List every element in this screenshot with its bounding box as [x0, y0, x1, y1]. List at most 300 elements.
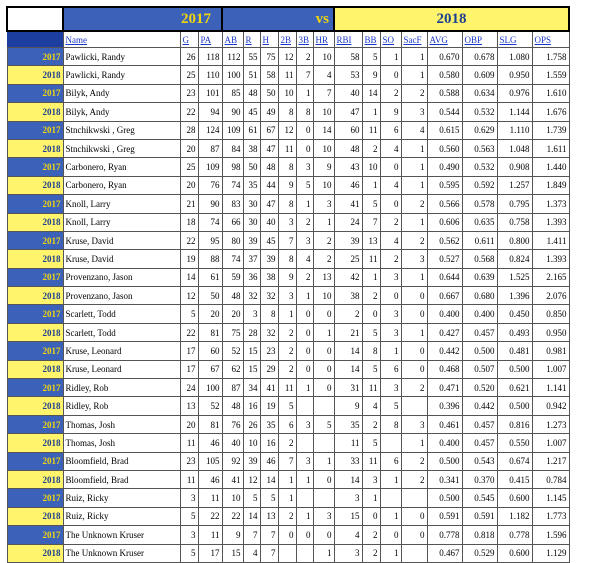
stat-cell-sacf: 3 [401, 415, 427, 433]
player-name-cell: Kruse, David [63, 250, 180, 268]
stat-cell-avg: 0.606 [427, 213, 462, 231]
stat-cell-g: 21 [180, 195, 198, 213]
stat-cell-b2: 6 [278, 415, 296, 433]
stat-cell-rbi: 11 [334, 434, 362, 452]
year-cell: 2017 [7, 195, 63, 213]
column-header-r[interactable]: R [243, 31, 260, 48]
stat-cell-b3: 3 [296, 231, 313, 249]
stat-cell-obp: 0.457 [462, 323, 497, 341]
stat-cell-b2: 8 [278, 195, 296, 213]
player-name-cell: The Unknown Kruser [63, 544, 180, 562]
stat-cell-hr: 0 [313, 360, 334, 378]
stat-cell-avg: 0.396 [427, 397, 462, 415]
stat-cell-rbi: 35 [334, 415, 362, 433]
stat-cell-pa: 87 [198, 139, 222, 157]
stat-cell-slg: 0.500 [497, 397, 532, 415]
stat-cell-so: 1 [380, 507, 401, 525]
column-header-name[interactable]: Name [63, 31, 180, 48]
stat-cell-bb: 5 [362, 360, 380, 378]
stat-cell-hr [313, 434, 334, 452]
stat-cell-ops: 0.850 [532, 305, 569, 323]
stat-cell-b3: 2 [296, 213, 313, 231]
stat-cell-obp: 0.457 [462, 415, 497, 433]
corner-cell [7, 7, 63, 31]
stat-cell-b3: 1 [296, 287, 313, 305]
stat-cell-ops: 1.610 [532, 84, 569, 102]
stat-cell-g: 22 [180, 103, 198, 121]
stat-cell-r: 45 [243, 103, 260, 121]
stats-table [6, 6, 570, 563]
stat-cell-sacf: 1 [401, 268, 427, 286]
stat-cell-g: 18 [180, 213, 198, 231]
column-header-sacf[interactable]: SacF [401, 31, 427, 48]
stat-cell-rbi: 33 [334, 452, 362, 470]
stat-cell-pa: 76 [198, 176, 222, 194]
stat-cell-g: 13 [180, 397, 198, 415]
stat-cell-ab: 59 [222, 268, 243, 286]
stat-cell-bb: 4 [362, 397, 380, 415]
table-row [7, 250, 569, 268]
table-row [7, 434, 569, 452]
year-cell: 2017 [7, 342, 63, 360]
stat-cell-ops: 1.611 [532, 139, 569, 157]
stat-cell-g: 20 [180, 415, 198, 433]
stat-cell-g: 20 [180, 139, 198, 157]
table-row [7, 507, 569, 525]
stat-cell-pa: 94 [198, 103, 222, 121]
stat-cell-ops: 0.942 [532, 397, 569, 415]
stat-cell-bb: 11 [362, 452, 380, 470]
stat-cell-avg: 0.615 [427, 121, 462, 139]
stat-cell-slg: 1.525 [497, 268, 532, 286]
stat-cell-bb: 7 [362, 213, 380, 231]
stat-cell-b3: 0 [296, 305, 313, 323]
stat-cell-b2: 10 [278, 84, 296, 102]
stat-cell-hr: 0 [313, 526, 334, 544]
stat-cell-avg: 0.467 [427, 544, 462, 562]
year-column-header [7, 31, 63, 48]
player-name-cell: Bloomfield, Brad [63, 452, 180, 470]
stat-cell-ab: 112 [222, 48, 243, 66]
stat-cell-g: 17 [180, 360, 198, 378]
stat-cell-bb: 5 [362, 323, 380, 341]
stat-cell-pa: 17 [198, 544, 222, 562]
stat-cell-so: 2 [380, 213, 401, 231]
column-header-bb[interactable]: BB [362, 31, 380, 48]
stat-cell-bb: 5 [362, 195, 380, 213]
stat-cell-bb: 11 [362, 379, 380, 397]
stat-cell-g: 11 [180, 470, 198, 488]
stat-cell-h: 49 [260, 103, 278, 121]
stat-cell-pa: 81 [198, 415, 222, 433]
stat-cell-obp: 0.400 [462, 305, 497, 323]
stat-cell-slg: 0.600 [497, 489, 532, 507]
stat-cell-avg: 0.591 [427, 507, 462, 525]
column-header-so[interactable]: SO [380, 31, 401, 48]
stat-cell-h: 67 [260, 121, 278, 139]
player-name-cell: Kruse, David [63, 231, 180, 249]
stat-cell-bb: 1 [362, 489, 380, 507]
stat-cell-rbi: 14 [334, 342, 362, 360]
stat-cell-avg: 0.468 [427, 360, 462, 378]
stat-cell-b2: 5 [278, 397, 296, 415]
year-cell: 2018 [7, 397, 63, 415]
stat-cell-so: 1 [380, 48, 401, 66]
stat-cell-rbi: 3 [334, 544, 362, 562]
stat-cell-pa: 50 [198, 287, 222, 305]
stat-cell-so: 1 [380, 342, 401, 360]
player-name-cell: Bloomfield, Brad [63, 470, 180, 488]
stat-cell-obp: 0.592 [462, 176, 497, 194]
stat-cell-r: 12 [243, 470, 260, 488]
stat-cell-ops: 1.739 [532, 121, 569, 139]
stat-cell-rbi: 24 [334, 213, 362, 231]
stat-cell-ops: 1.217 [532, 452, 569, 470]
stat-cell-bb: 11 [362, 250, 380, 268]
player-name-cell: Bilyk, Andy [63, 84, 180, 102]
player-name-cell: Pawlicki, Randy [63, 66, 180, 84]
stat-cell-bb: 0 [362, 305, 380, 323]
stat-cell-bb: 2 [362, 526, 380, 544]
vs-label: vs [222, 7, 334, 31]
stat-cell-rbi: 4 [334, 526, 362, 544]
stat-cell-ops: 1.393 [532, 250, 569, 268]
stat-cell-r: 51 [243, 66, 260, 84]
stat-cell-sacf: 3 [401, 103, 427, 121]
stat-cell-avg: 0.341 [427, 470, 462, 488]
stat-cell-ab: 83 [222, 195, 243, 213]
stat-cell-avg: 0.490 [427, 158, 462, 176]
stat-cell-so: 1 [380, 470, 401, 488]
stat-cell-ab: 48 [222, 287, 243, 305]
stat-cell-obp: 0.520 [462, 379, 497, 397]
stat-cell-obp: 0.563 [462, 139, 497, 157]
stat-cell-pa: 124 [198, 121, 222, 139]
column-header-avg[interactable]: AVG [427, 31, 462, 48]
column-header-obp[interactable]: OBP [462, 31, 497, 48]
stat-cell-h: 46 [260, 452, 278, 470]
table-row [7, 121, 569, 139]
stat-cell-ops: 1.773 [532, 507, 569, 525]
table-row [7, 489, 569, 507]
stat-cell-b3 [296, 544, 313, 562]
stat-cell-rbi: 38 [334, 287, 362, 305]
stat-cell-obp: 0.629 [462, 121, 497, 139]
stat-cell-avg: 0.442 [427, 342, 462, 360]
stat-cell-r: 26 [243, 415, 260, 433]
stat-cell-pa: 52 [198, 397, 222, 415]
stat-cell-g: 3 [180, 526, 198, 544]
stat-cell-ab: 98 [222, 158, 243, 176]
player-name-cell: Stnchikwski , Greg [63, 139, 180, 157]
stat-cell-slg: 1.396 [497, 287, 532, 305]
stat-cell-slg: 1.144 [497, 103, 532, 121]
stat-cell-hr [313, 397, 334, 415]
stat-cell-h: 23 [260, 342, 278, 360]
stat-cell-b3: 3 [296, 415, 313, 433]
stat-cell-r: 10 [243, 434, 260, 452]
table-row [7, 470, 569, 488]
table-row [7, 176, 569, 194]
stat-cell-h: 16 [260, 434, 278, 452]
stat-cell-avg: 0.566 [427, 195, 462, 213]
column-header-g[interactable]: G [180, 31, 198, 48]
stat-cell-avg: 0.461 [427, 415, 462, 433]
stat-cell-b2: 3 [278, 213, 296, 231]
column-header-h[interactable]: H [260, 31, 278, 48]
table-row [7, 397, 569, 415]
player-name-cell: Thomas, Josh [63, 415, 180, 433]
stat-cell-h: 8 [260, 305, 278, 323]
stat-cell-b3: 7 [296, 66, 313, 84]
stat-cell-slg: 1.257 [497, 176, 532, 194]
stat-cell-r: 50 [243, 158, 260, 176]
stat-cell-avg: 0.562 [427, 231, 462, 249]
stat-cell-b3: 4 [296, 250, 313, 268]
stat-cell-obp: 0.680 [462, 287, 497, 305]
stat-cell-ops: 1.393 [532, 213, 569, 231]
stat-cell-b2: 2 [278, 360, 296, 378]
stat-cell-g: 25 [180, 158, 198, 176]
stat-cell-sacf: 1 [401, 139, 427, 157]
stat-cell-sacf: 1 [401, 323, 427, 341]
column-header-rbi[interactable]: RBI [334, 31, 362, 48]
stat-cell-sacf: 2 [401, 231, 427, 249]
stat-cell-b3: 0 [296, 323, 313, 341]
stat-cell-ab: 22 [222, 507, 243, 525]
year-cell: 2017 [7, 526, 63, 544]
stat-cell-rbi: 43 [334, 158, 362, 176]
stat-cell-pa: 67 [198, 360, 222, 378]
stat-cell-sacf: 1 [401, 66, 427, 84]
stat-cell-pa: 22 [198, 507, 222, 525]
stat-cell-sacf [401, 397, 427, 415]
stat-cell-b2: 11 [278, 379, 296, 397]
column-header-ab[interactable]: AB [222, 31, 243, 48]
stat-cell-slg: 0.950 [497, 66, 532, 84]
stat-cell-sacf [401, 544, 427, 562]
stat-cell-ab: 10 [222, 489, 243, 507]
column-header-pa[interactable]: PA [198, 31, 222, 48]
column-header-ops[interactable]: OPS [532, 31, 569, 48]
stat-cell-avg: 0.400 [427, 434, 462, 452]
stat-cell-ops: 0.950 [532, 323, 569, 341]
stat-cell-ops: 1.129 [532, 544, 569, 562]
stat-cell-h: 50 [260, 84, 278, 102]
stat-cell-rbi: 25 [334, 250, 362, 268]
stat-cell-b3: 1 [296, 379, 313, 397]
stat-cell-avg: 0.580 [427, 66, 462, 84]
stat-cell-hr: 2 [313, 231, 334, 249]
stat-cell-avg: 0.471 [427, 379, 462, 397]
stat-cell-obp: 0.442 [462, 397, 497, 415]
stat-cell-sacf: 1 [401, 158, 427, 176]
stat-cell-ab: 109 [222, 121, 243, 139]
table-row [7, 379, 569, 397]
stat-cell-hr: 2 [313, 250, 334, 268]
table-row [7, 84, 569, 102]
stat-cell-slg: 1.048 [497, 139, 532, 157]
stat-cell-pa: 95 [198, 231, 222, 249]
column-header-hr[interactable]: HR [313, 31, 334, 48]
stat-cell-g: 23 [180, 84, 198, 102]
stat-cell-b2: 2 [278, 507, 296, 525]
stat-cell-rbi: 40 [334, 84, 362, 102]
stat-cell-sacf: 2 [401, 379, 427, 397]
column-header-slg[interactable]: SLG [497, 31, 532, 48]
stat-cell-b3: 1 [296, 84, 313, 102]
stat-cell-slg: 1.080 [497, 48, 532, 66]
year-cell: 2018 [7, 323, 63, 341]
stat-cell-b3: 2 [296, 48, 313, 66]
stat-cell-b2: 12 [278, 121, 296, 139]
stat-cell-slg: 1.182 [497, 507, 532, 525]
stat-cell-slg: 0.481 [497, 342, 532, 360]
stat-cell-bb: 3 [362, 470, 380, 488]
stat-cell-slg: 0.816 [497, 415, 532, 433]
stat-cell-sacf: 1 [401, 213, 427, 231]
stat-cell-b2: 11 [278, 66, 296, 84]
stat-cell-ab: 84 [222, 139, 243, 157]
stat-cell-so: 3 [380, 268, 401, 286]
stat-cell-bb: 0 [362, 507, 380, 525]
table-row [7, 287, 569, 305]
stat-cell-hr: 1 [313, 213, 334, 231]
stat-cell-hr: 3 [313, 507, 334, 525]
title-row [7, 7, 569, 31]
table-row [7, 103, 569, 121]
stat-cell-g: 23 [180, 452, 198, 470]
stat-cell-pa: 61 [198, 268, 222, 286]
year-cell: 2017 [7, 379, 63, 397]
stat-cell-hr: 10 [313, 176, 334, 194]
stat-cell-ab: 92 [222, 452, 243, 470]
stat-cell-pa: 46 [198, 434, 222, 452]
stat-cell-bb: 5 [362, 48, 380, 66]
stat-cell-ab: 15 [222, 544, 243, 562]
year-cell: 2018 [7, 176, 63, 194]
stat-cell-b3: 0 [296, 526, 313, 544]
stat-cell-h: 38 [260, 268, 278, 286]
stat-cell-h: 7 [260, 544, 278, 562]
stat-cell-so: 4 [380, 176, 401, 194]
stat-cell-h: 32 [260, 323, 278, 341]
stat-cell-hr: 10 [313, 287, 334, 305]
stat-cell-r: 48 [243, 84, 260, 102]
stat-cell-g: 17 [180, 342, 198, 360]
stat-cell-obp: 0.370 [462, 470, 497, 488]
stat-cell-b2: 2 [278, 342, 296, 360]
stat-cell-hr: 7 [313, 84, 334, 102]
stat-cell-so: 2 [380, 250, 401, 268]
stat-cell-r: 35 [243, 176, 260, 194]
year-cell: 2018 [7, 213, 63, 231]
stat-cell-ab: 62 [222, 360, 243, 378]
stat-cell-hr: 9 [313, 158, 334, 176]
stat-cell-pa: 11 [198, 526, 222, 544]
stat-cell-pa: 74 [198, 213, 222, 231]
stat-cell-g: 11 [180, 434, 198, 452]
stat-cell-ops: 2.165 [532, 268, 569, 286]
table-row [7, 48, 569, 66]
stat-cell-sacf: 0 [401, 526, 427, 544]
stat-cell-obp: 0.611 [462, 231, 497, 249]
stat-cell-bb: 11 [362, 121, 380, 139]
stat-cell-ab: 66 [222, 213, 243, 231]
stat-cell-pa: 101 [198, 84, 222, 102]
stat-cell-rbi: 41 [334, 195, 362, 213]
stat-cell-b2: 7 [278, 452, 296, 470]
year-cell: 2018 [7, 544, 63, 562]
stat-cell-h: 58 [260, 66, 278, 84]
player-name-cell: Scarlett, Todd [63, 323, 180, 341]
stat-cell-g: 12 [180, 287, 198, 305]
stat-cell-bb: 2 [362, 287, 380, 305]
column-header-2b[interactable]: 2B [278, 31, 296, 48]
column-header-3b[interactable]: 3B [296, 31, 313, 48]
stat-cell-ab: 100 [222, 66, 243, 84]
stat-cell-obp: 0.529 [462, 544, 497, 562]
stat-cell-sacf: 0 [401, 305, 427, 323]
stat-cell-h: 40 [260, 213, 278, 231]
stat-cell-hr: 10 [313, 48, 334, 66]
stat-cell-bb: 13 [362, 231, 380, 249]
stat-cell-obp: 0.635 [462, 213, 497, 231]
year-cell: 2017 [7, 231, 63, 249]
stat-cell-so: 9 [380, 103, 401, 121]
stat-cell-r: 15 [243, 360, 260, 378]
stat-cell-slg: 0.500 [497, 360, 532, 378]
stat-cell-so: 0 [380, 158, 401, 176]
stat-cell-g: 22 [180, 323, 198, 341]
stat-cell-hr: 14 [313, 121, 334, 139]
stat-cell-bb: 1 [362, 268, 380, 286]
stat-cell-h: 35 [260, 415, 278, 433]
year-right-title: 2018 [334, 7, 569, 31]
stat-cell-slg: 0.778 [497, 526, 532, 544]
stat-cell-so: 5 [380, 397, 401, 415]
stat-cell-ops: 1.676 [532, 103, 569, 121]
stat-cell-so: 8 [380, 415, 401, 433]
stat-cell-h: 7 [260, 526, 278, 544]
stat-cell-b3: 3 [296, 158, 313, 176]
stat-cell-b2: 12 [278, 48, 296, 66]
year-cell: 2018 [7, 360, 63, 378]
year-cell: 2017 [7, 48, 63, 66]
stat-cell-r: 38 [243, 139, 260, 157]
stat-cell-slg: 0.976 [497, 84, 532, 102]
stat-cell-h: 47 [260, 195, 278, 213]
year-cell: 2018 [7, 250, 63, 268]
table-row [7, 158, 569, 176]
year-cell: 2017 [7, 84, 63, 102]
stat-cell-slg: 0.550 [497, 434, 532, 452]
stat-cell-sacf: 3 [401, 250, 427, 268]
stat-cell-b2: 8 [278, 103, 296, 121]
stat-cell-avg: 0.500 [427, 489, 462, 507]
table-row [7, 544, 569, 562]
stat-cell-b3: 3 [296, 452, 313, 470]
stat-cell-pa: 109 [198, 158, 222, 176]
stat-cell-ops: 1.273 [532, 415, 569, 433]
stat-cell-pa: 46 [198, 470, 222, 488]
stat-cell-ab: 52 [222, 342, 243, 360]
stat-cell-sacf: 0 [401, 342, 427, 360]
stat-cell-pa: 100 [198, 379, 222, 397]
stat-cell-so: 6 [380, 360, 401, 378]
stat-cell-bb: 9 [362, 66, 380, 84]
stat-cell-hr: 4 [313, 66, 334, 84]
